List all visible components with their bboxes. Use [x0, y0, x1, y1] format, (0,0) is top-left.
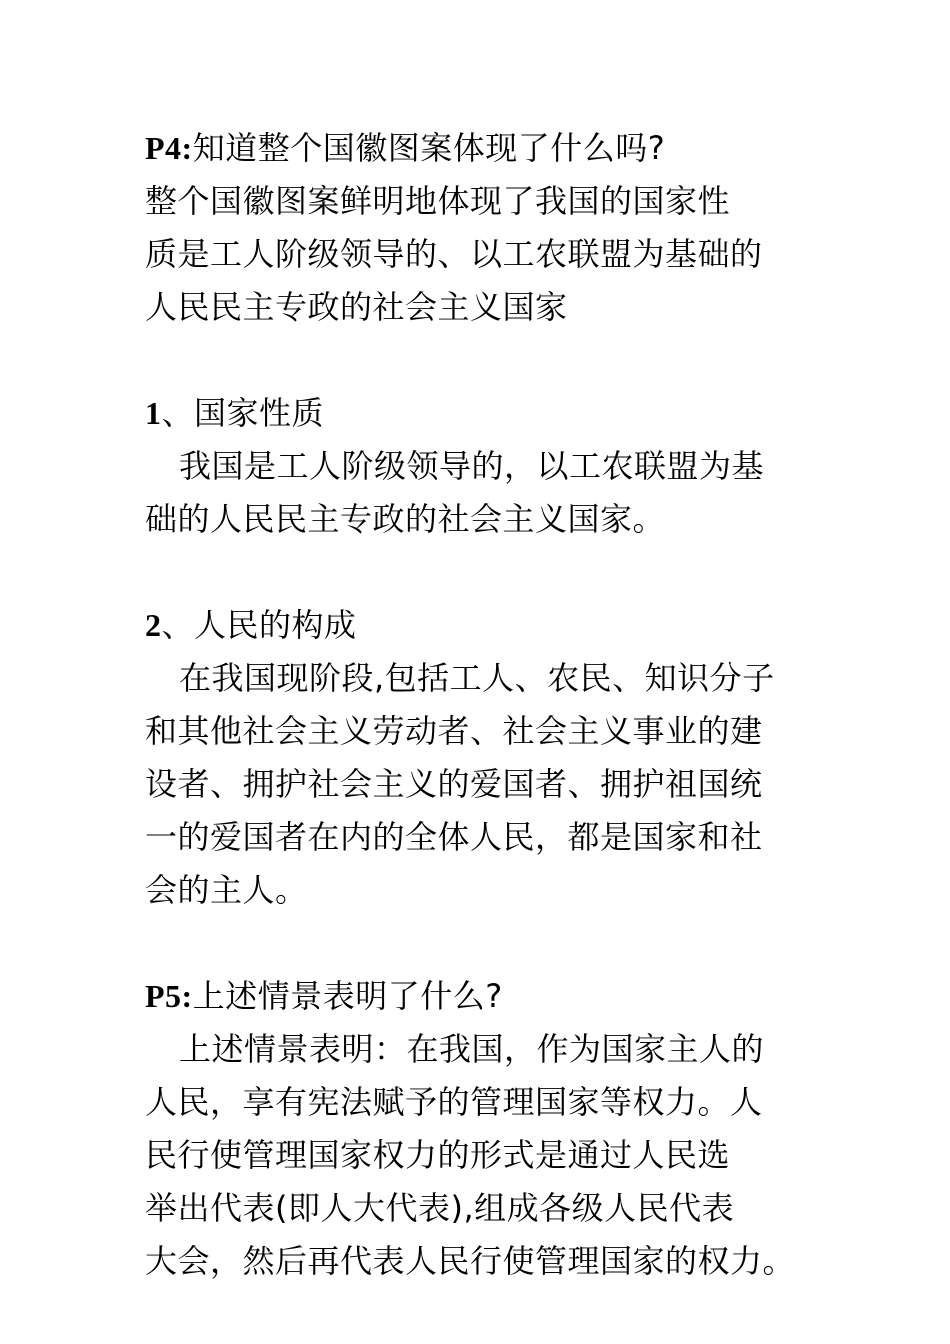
- section-p5-heading: [145, 970, 865, 1023]
- paragraph-line: 大会，然后再代表人民行使管理国家的权力。: [145, 1242, 796, 1280]
- paragraph-line: 人民民主专政的社会主义国家: [145, 288, 568, 326]
- heading-prefix: P5:: [145, 978, 193, 1014]
- paragraph-line: 础的人民民主专政的社会主义国家。: [145, 500, 666, 538]
- section-p4-heading: [145, 122, 865, 175]
- paragraph-line: 质是工人阶级领导的、以工农联盟为基础的: [145, 235, 763, 273]
- heading-text: 上述情景表明了什么?: [192, 977, 503, 1015]
- paragraph-line: 民行使管理国家权力的形式是通过人民选: [145, 1136, 731, 1174]
- heading-prefix: 2: [145, 607, 162, 643]
- heading-text: 知道整个国徽图案体现了什么吗?: [192, 129, 666, 167]
- paragraph-line: 和其他社会主义劳动者、社会主义事业的建: [145, 712, 763, 750]
- paragraph-line: 一的爱国者在内的全体人民，都是国家和社: [145, 818, 763, 856]
- blank-line: [145, 334, 865, 387]
- paragraph-line: 人民，享有宪法赋予的管理国家等权力。人: [145, 1083, 763, 1121]
- heading-text: 、国家性质: [161, 394, 325, 432]
- section-2-heading: [145, 599, 865, 652]
- section-1-heading: [145, 387, 865, 440]
- paragraph-line: 上述情景表明：在我国，作为国家主人的: [179, 1030, 765, 1068]
- paragraph-line: 整个国徽图案鲜明地体现了我国的国家性: [145, 182, 731, 220]
- paragraph-line: 设者、拥护社会主义的爱国者、拥护祖国统: [145, 765, 763, 803]
- heading-prefix: 1: [145, 395, 162, 431]
- blank-line: [145, 917, 865, 970]
- paragraph-line: 举出代表(即人大代表),组成各级人民代表: [145, 1189, 735, 1227]
- heading-text: 、人民的构成: [161, 606, 357, 644]
- heading-prefix: P4:: [145, 130, 193, 166]
- document-page: [145, 122, 865, 1288]
- paragraph-line: 会的主人。: [145, 871, 308, 909]
- blank-line: [145, 546, 865, 599]
- paragraph-line: 我国是工人阶级领导的，以工农联盟为基: [179, 447, 765, 485]
- paragraph-line: 在我国现阶段,包括工人、农民、知识分子: [179, 659, 775, 697]
